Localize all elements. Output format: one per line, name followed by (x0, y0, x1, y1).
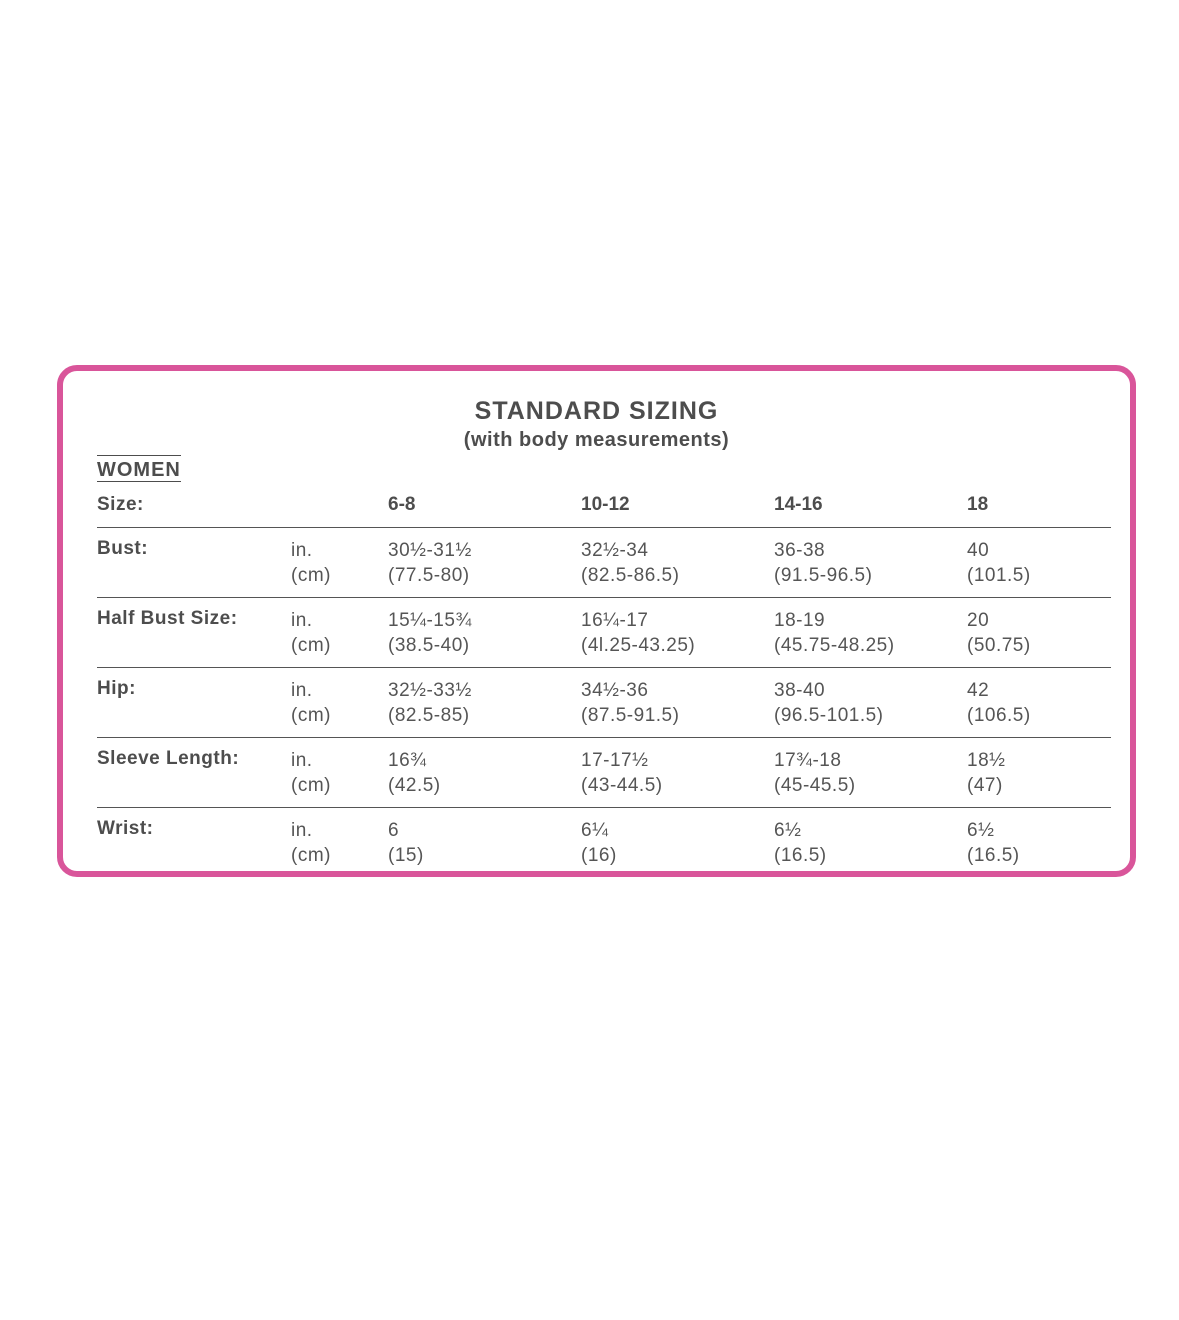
chart-title: STANDARD SIZING (474, 397, 719, 425)
value-cell: 6½ (16.5) (967, 820, 1020, 866)
value-cell: 6½ (16.5) (774, 820, 827, 866)
value-cell: 16¼-17 (4l.25-43.25) (581, 610, 696, 656)
table-row (97, 738, 1111, 808)
size-column-header: 6-8 (388, 494, 416, 515)
table-row (97, 808, 1111, 877)
size-column-header: 18 (967, 494, 989, 515)
value-cell: 30½-31½ (77.5-80) (388, 540, 472, 586)
measurement-label: Hip: (97, 678, 136, 699)
table-header-row (97, 491, 1111, 528)
size-label: Size: (97, 494, 144, 515)
value-cell: 38-40 (96.5-101.5) (774, 680, 884, 726)
measurement-label: Sleeve Length: (97, 748, 240, 769)
value-cell: 17-17½ (43-44.5) (581, 750, 663, 796)
value-cell: 34½-36 (87.5-91.5) (581, 680, 680, 726)
table-row (97, 528, 1111, 598)
value-cell: 42 (106.5) (967, 680, 1031, 726)
value-cell: 6 (15) (388, 820, 424, 866)
value-cell: 18-19 (45.75-48.25) (774, 610, 895, 656)
sizing-table (97, 491, 1111, 877)
table-row (97, 598, 1111, 668)
unit-cell: in. (cm) (291, 820, 331, 866)
section-heading: WOMEN (97, 455, 181, 482)
unit-cell: in. (cm) (291, 680, 331, 726)
size-column-header: 10-12 (581, 494, 630, 515)
unit-cell: in. (cm) (291, 540, 331, 586)
value-cell: 17¾-18 (45-45.5) (774, 750, 856, 796)
measurement-label: Half Bust Size: (97, 608, 238, 629)
value-cell: 16¾ (42.5) (388, 750, 441, 796)
value-cell: 40 (101.5) (967, 540, 1031, 586)
unit-cell: in. (cm) (291, 750, 331, 796)
sizing-card (57, 365, 1136, 877)
measurement-label: Wrist: (97, 818, 154, 839)
size-column-header: 14-16 (774, 494, 823, 515)
table-row (97, 668, 1111, 738)
chart-subtitle: (with body measurements) (463, 429, 730, 451)
value-cell: 15¼-15¾ (38.5-40) (388, 610, 472, 656)
value-cell: 6¼ (16) (581, 820, 617, 866)
value-cell: 18½ (47) (967, 750, 1006, 796)
measurement-label: Bust: (97, 538, 149, 559)
value-cell: 32½-34 (82.5-86.5) (581, 540, 680, 586)
value-cell: 20 (50.75) (967, 610, 1031, 656)
unit-cell: in. (cm) (291, 610, 331, 656)
value-cell: 36-38 (91.5-96.5) (774, 540, 873, 586)
value-cell: 32½-33½ (82.5-85) (388, 680, 472, 726)
